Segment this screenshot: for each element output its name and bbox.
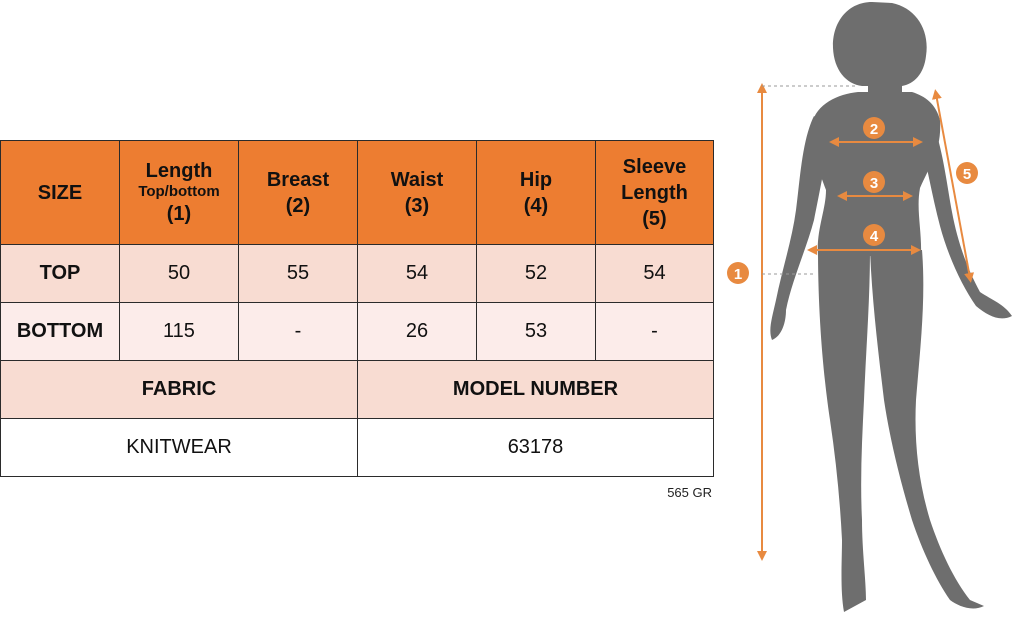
sleeve-header-num: (5) (642, 207, 667, 230)
waist-header (358, 141, 477, 245)
sleeve-header-line1: Sleeve (622, 155, 687, 178)
length-header-sub: Top/bottom (138, 183, 220, 201)
length-cell: 115 (120, 303, 239, 361)
model-number-value: 63178 (358, 419, 714, 477)
marker-4 (863, 224, 885, 246)
waist-cell: 54 (358, 245, 477, 303)
hip-header-num: (4) (523, 194, 549, 217)
breast-header (239, 141, 358, 245)
length-cell: 50 (120, 245, 239, 303)
size-chart-table (0, 140, 714, 477)
info-value-row (1, 419, 714, 477)
sleeve-header-line2: Length (621, 181, 688, 204)
marker-5 (956, 162, 978, 184)
marker-3 (863, 171, 885, 193)
marker-2 (863, 117, 885, 139)
size-cell: TOP (1, 245, 120, 303)
body-measurement-figure (725, 0, 1024, 635)
sleeve-header (596, 141, 714, 245)
hip-cell: 53 (477, 303, 596, 361)
breast-cell: 55 (239, 245, 358, 303)
size-header: SIZE (1, 141, 120, 245)
weight-note: 565 GR (667, 485, 712, 500)
breast-header-label: Breast (266, 168, 330, 191)
size-cell: BOTTOM (1, 303, 120, 361)
waist-header-label: Waist (390, 168, 444, 191)
fabric-value: KNITWEAR (1, 419, 358, 477)
length-header-label: Length (145, 160, 213, 183)
info-label-row (1, 361, 714, 419)
fabric-label: FABRIC (1, 361, 358, 419)
silhouette-right-arm (918, 112, 1012, 318)
sleeve-cell: 54 (596, 245, 714, 303)
silhouette-right-leg (870, 250, 984, 608)
marker-1 (727, 262, 749, 284)
table-row-top (1, 245, 714, 303)
waist-cell: 26 (358, 303, 477, 361)
table-row-bottom (1, 303, 714, 361)
waist-header-num: (3) (404, 194, 430, 217)
breast-header-num: (2) (285, 194, 311, 217)
marker-2-label: 2 (869, 121, 879, 138)
breast-cell: - (239, 303, 358, 361)
length-header-num: (1) (166, 202, 192, 225)
silhouette-left-leg (818, 250, 870, 612)
silhouette-head (833, 2, 927, 98)
marker-3-label: 3 (869, 175, 879, 192)
marker-5-label: 5 (962, 166, 972, 183)
length-header (120, 141, 239, 245)
header-row (1, 141, 714, 245)
model-number-label: MODEL NUMBER (358, 361, 714, 419)
hip-header-label: Hip (519, 168, 553, 191)
hip-header (477, 141, 596, 245)
sleeve-cell: - (596, 303, 714, 361)
silhouette (770, 2, 1012, 612)
hip-cell: 52 (477, 245, 596, 303)
marker-1-label: 1 (733, 266, 743, 283)
marker-4-label: 4 (869, 228, 879, 245)
